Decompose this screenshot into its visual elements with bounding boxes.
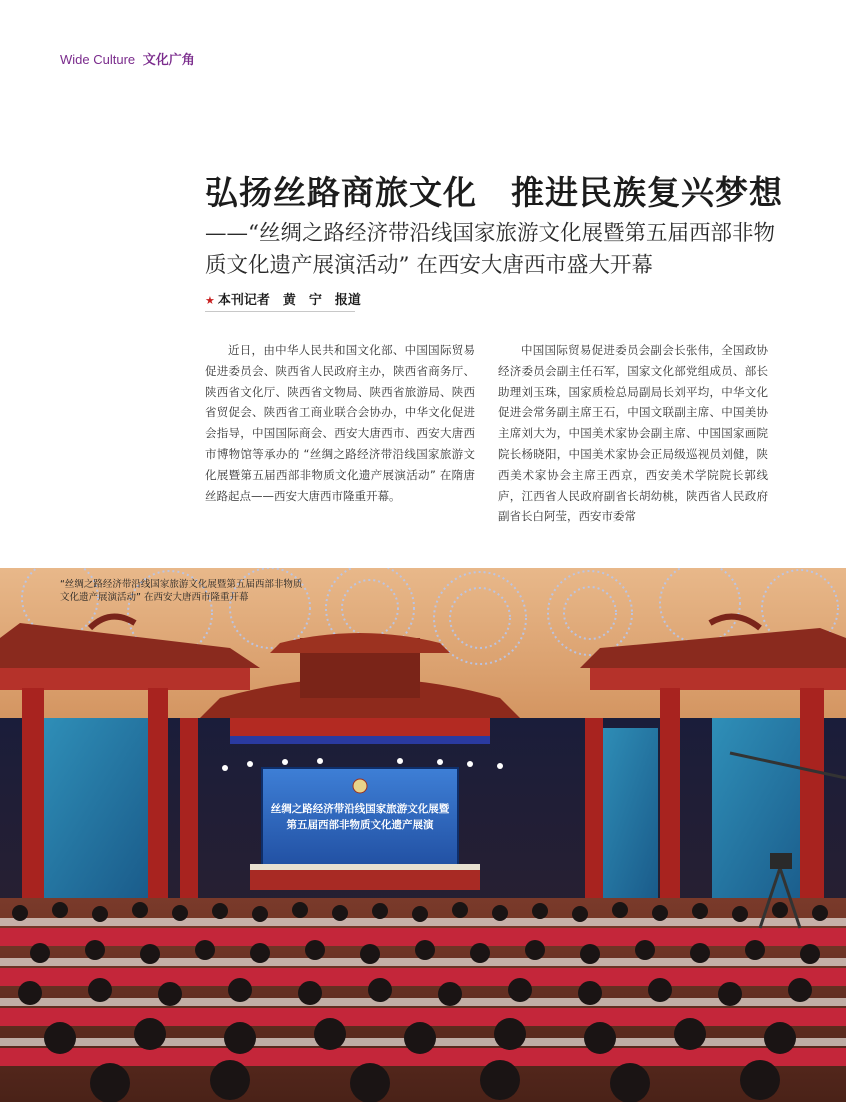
photo-caption [60, 578, 330, 604]
event-photo [0, 568, 846, 1102]
section-header [60, 49, 195, 68]
screen-banner-line-1: 丝绸之路经济带沿线国家旅游文化展暨 [270, 803, 450, 815]
caption-line-1: “丝绸之路经济带沿线国家旅游文化展暨第五届西部非物质 [60, 579, 303, 590]
article-heading [205, 167, 805, 312]
paragraph-2: 中国国际贸易促进委员会副会长张伟，全国政协经济委员会副主任石军，国家文化部党组成员、部长助理刘玉珠，国家质检总局副局长刘平均，中华文化促进会常务副主席王石，中国文联副主席、中国美协主席刘大为，中国美术家协会副主席、中国国家画院院长杨晓阳，中国美术家协会正局级巡视员刘健，陕西美术家协会主席王西京，西安美术学院院长郭线庐，江西省人民政府副省长胡幼桃，陕西省人民政府副省长白阿莹，西安市委常 [498, 343, 768, 524]
body-column-2 [498, 340, 768, 527]
section-name-en: Wide Culture [60, 52, 136, 67]
star-icon: ★ [205, 294, 215, 307]
article-title: 弘扬丝路商旅文化 推进民族复兴梦想 [205, 173, 783, 212]
subtitle-line-2: 质文化遗产展演活动” 在西安大唐西市盛大开幕 [205, 253, 653, 278]
byline-text: 本刊记者 黄 宁 报道 [217, 293, 361, 308]
screen-banner-line-2: 第五届西部非物质文化遗产展演 [286, 819, 434, 831]
caption-line-2: 文化遗产展演活动” 在西安大唐西市隆重开幕 [60, 592, 249, 603]
byline [205, 289, 361, 312]
article-subtitle [205, 218, 805, 282]
stage-scene-illustration [0, 568, 846, 1102]
paragraph-1: 近日，由中华人民共和国文化部、中国国际贸易促进委员会、陕西省人民政府主办，陕西省商务厅、陕西省文化厅、陕西省文物局、陕西省旅游局、陕西省贸促会、陕西省工商业联合会协办，中华文化促进会指导，中国国际商会、西安大唐西市、西安大唐西市博物馆等承办的 “丝绸之路经济带沿线国家旅游文化展暨第五届西部非物质文化遗产展演活动” 在隋唐丝路起点——西安大唐西市隆重开幕。 [205, 343, 475, 503]
body-column-1 [205, 340, 475, 506]
section-name-cn: 文化广角 [142, 52, 195, 67]
subtitle-line-1: ——“丝绸之路经济带沿线国家旅游文化展暨第五届西部非物 [205, 221, 775, 246]
